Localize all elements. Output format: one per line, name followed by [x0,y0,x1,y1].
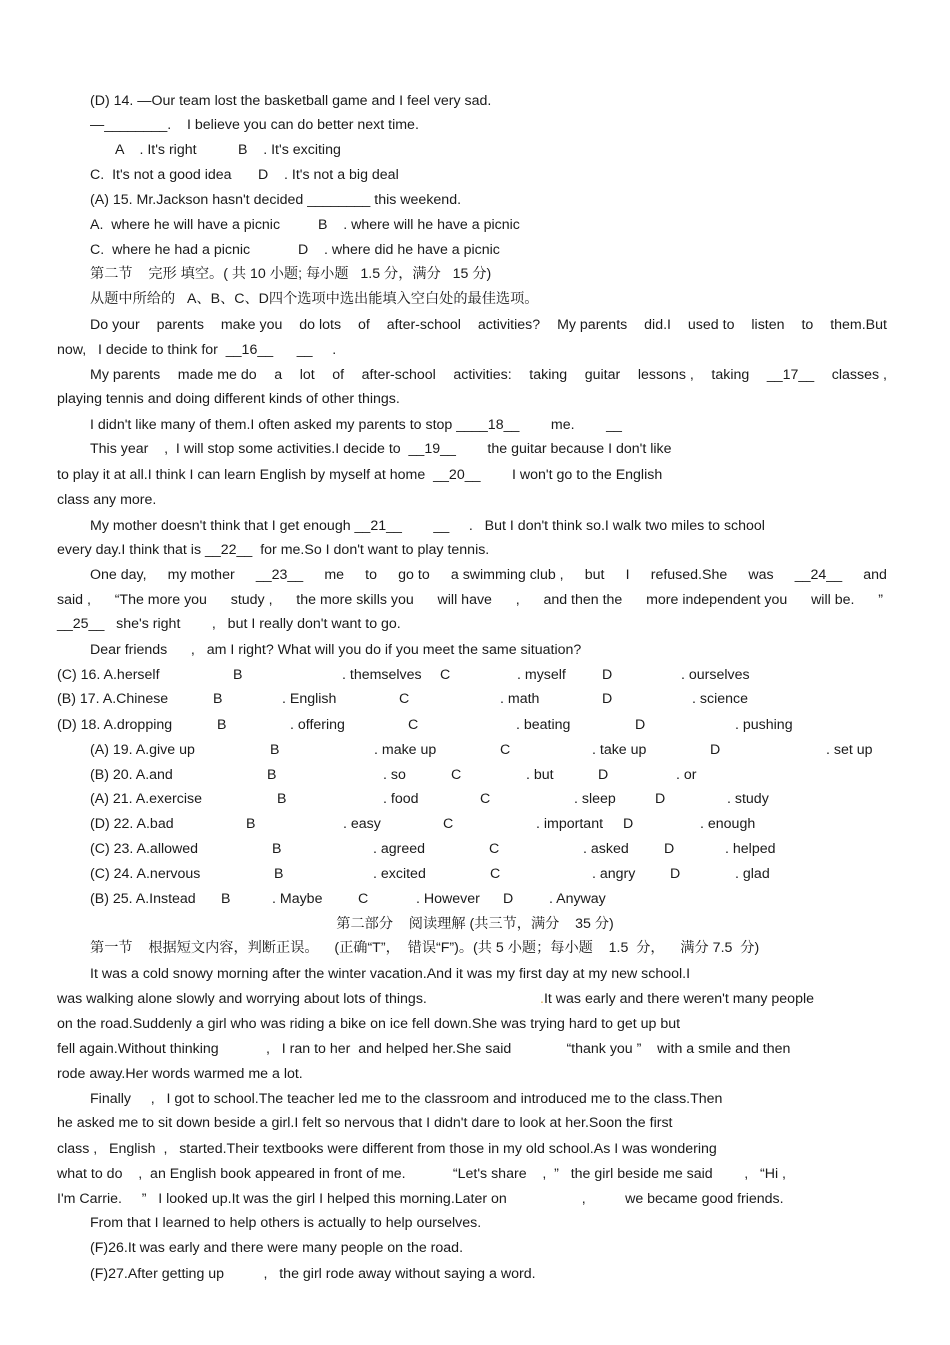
cloze-paragraph-5-line-1: My mother doesn't think that I get enough __21__ __ . But I don't think so.I walk two miles to school [90,518,765,534]
answer-row-25 [0,890,950,908]
word: me [324,567,345,583]
answer-option: C [440,667,451,683]
answer-stem: (B) 25. A.Instead [90,891,196,907]
word: make you [220,317,283,333]
word: but [584,567,605,583]
word: lot [299,367,315,383]
word: go to [398,567,430,583]
answer-option: . ourselves [681,667,750,683]
word: Do your [90,317,140,333]
answer-row-16 [0,666,950,684]
word: my mother [167,567,235,583]
answer-row-24 [0,865,950,883]
cloze-paragraph-6-line-3: __25__ she's right , but I really don't want to go. [57,616,401,632]
answer-option: . themselves [342,667,422,683]
answer-option: C [451,767,462,783]
word: taking [711,367,750,383]
reading-line: Finally , I got to school.The teacher led me to the classroom and introduced me to the class.Then [90,1091,723,1107]
cloze-paragraph-1-line-1 [90,316,887,334]
answer-row-18 [0,716,950,734]
word: refused.She [650,567,728,583]
answer-option: . important [536,816,604,832]
option-a: A . It's right [115,142,197,158]
section-2-instruction: 从题中所给的 A、B、C、D四个选项中选出能填入空白处的最佳选项。 [90,291,539,307]
option-d: D . where did he have a picnic [298,242,500,258]
reading-line: fell again.Without thinking , I ran to her and helped her.She said “thank you ” with a smile and then [57,1041,791,1057]
option-c: C. where he had a picnic [90,242,251,258]
question-26: (F)26.It was early and there were many people on the road. [90,1240,464,1256]
answer-option: C [500,742,511,758]
answer-option: . offering [290,717,345,733]
word: I [625,567,630,583]
answer-option: . or [676,767,697,783]
answer-option: D [602,667,613,683]
answer-option: . study [727,791,769,807]
answer-row-20 [0,766,950,784]
word: a swimming club , [450,567,564,583]
answer-option: . beating [516,717,571,733]
answer-option: C [489,841,500,857]
option-a: A. where he will have a picnic [90,217,281,233]
answer-option: . math [500,691,540,707]
question-15-stem: (A) 15. Mr.Jackson hasn't decided ________ this weekend. [90,192,462,208]
answer-option: C [480,791,491,807]
option-b: B . It's exciting [238,142,341,158]
answer-row-19 [0,741,950,759]
cloze-paragraph-4-line-3: class any more. [57,492,157,508]
cloze-paragraph-6-line-2 [57,591,883,609]
word: to [801,317,814,333]
answer-option: D [503,891,514,907]
question-14-options-row1 [0,141,950,159]
reading-line: I'm Carrie. ” I looked up.It was the girl I helped this morning.Later on , we became good friends. [57,1191,784,1207]
cloze-paragraph-2-line-1 [90,366,887,384]
answer-option: . Anyway [549,891,606,907]
word: the more skills you [296,592,414,608]
word: used to [687,317,735,333]
answer-option: D [623,816,634,832]
reading-line: It was a cold snowy morning after the winter vacation.And it was my first day at my new school.I [90,966,691,982]
answer-option: B [267,767,277,783]
answer-stem: (A) 21. A.exercise [90,791,202,807]
reading-line: on the road.Suddenly a girl who was riding a bike on ice fell down.She was trying hard to get up but [57,1016,681,1032]
answer-option: . easy [343,816,381,832]
question-27: (F)27.After getting up , the girl rode away without saying a word. [90,1266,536,1282]
answer-option: C [408,717,419,733]
option-b: B . where will he have a picnic [318,217,520,233]
reading-line [540,990,814,1008]
answer-option: . myself [517,667,566,683]
reading-line: rode away.Her words warmed me a lot. [57,1066,303,1082]
word: did.I [644,317,671,333]
answer-option: . angry [592,866,636,882]
answer-option: C [358,891,369,907]
answer-option: . but [526,767,554,783]
answer-option: D [602,691,613,707]
word: “The more you [114,592,207,608]
cloze-paragraph-5-line-2: every day.I think that is __22__ for me.So I don't want to play tennis. [57,542,490,558]
word: guitar [584,367,621,383]
question-15-options-row2 [0,241,950,259]
answer-option: B [213,691,223,707]
word: was [748,567,774,583]
option-c: C. It's not a good idea [90,167,232,183]
cloze-paragraph-6-line-1 [90,566,887,584]
answer-option: . sleep [574,791,616,807]
answer-option: D [710,742,721,758]
cloze-paragraph-7: Dear friends , am I right? What will you do if you meet the same situation? [90,642,582,658]
word: My parents [90,367,161,383]
question-15-options-row1 [0,216,950,234]
word: to [365,567,378,583]
cloze-paragraph-4-line-1: This year , I will stop some activities.I decide to __19__ the guitar because I don't like [90,441,672,457]
word: One day, [90,567,147,583]
answer-option: . However [416,891,480,907]
word: parents [156,317,204,333]
cloze-paragraph-4-line-2: to play it at all.I think I can learn English by myself at home __20__ I won't go to the English [57,467,663,483]
answer-stem: (D) 18. A.dropping [57,717,173,733]
part-2-title: 第二部分 阅读理解 (共三节，满分 35 分) [336,916,614,932]
word: do lots [299,317,342,333]
word: said , [57,592,91,608]
answer-option: . enough [700,816,756,832]
answer-option: . set up [826,742,873,758]
word: listen [751,317,785,333]
word: ” [878,592,883,608]
answer-option: . excited [373,866,426,882]
word: them.But [830,317,887,333]
word: will have [437,592,492,608]
answer-option: B [246,816,256,832]
word: and then the [543,592,623,608]
word: My parents [557,317,628,333]
question-14-options-row2 [0,166,950,184]
cloze-paragraph-1-line-2: now, I decide to think for __16__ __ . [57,342,337,358]
answer-option: D [635,717,646,733]
question-14-reply: —________. I believe you can do better next time. [90,117,419,133]
answer-option: B [221,891,231,907]
answer-option: B [270,742,280,758]
answer-option: B [217,717,227,733]
answer-option: C [443,816,454,832]
word: and [863,567,887,583]
answer-option: . make up [374,742,437,758]
answer-option: . food [383,791,419,807]
answer-option: . English [282,691,337,707]
answer-option: B [274,866,284,882]
answer-stem: (C) 16. A.herself [57,667,160,683]
word: of [358,317,370,333]
answer-stem: (B) 20. A.and [90,767,173,783]
dot-mark: . [540,991,544,1007]
answer-option: . so [383,767,406,783]
reading-line: class , English , started.Their textbooks were different from those in my old school.As I was wondering [57,1141,717,1157]
section-2-title: 第二节 完形 填空。( 共 10 小题; 每小题 1.5 分，满分 15 分) [90,266,492,282]
word: will be. [811,592,855,608]
word: after-school [386,317,461,333]
reading-line: he asked me to sit down beside a girl.I felt so nervous that I didn't dare to look at her.Soon the first [57,1115,673,1131]
answer-row-22 [0,815,950,833]
word: lessons , [637,367,694,383]
part-2-section-1-instruction: 第一节 根据短文内容，判断正误。 (正确“T”， 错误“F”)。(共 5 小题；每小题 1.5 分， 满分 7.5 分) [90,940,760,956]
reading-text: It was early and there weren't many people [543,991,815,1007]
answer-row-23 [0,840,950,858]
answer-stem: (C) 24. A.nervous [90,866,201,882]
answer-option: . glad [735,866,770,882]
answer-option: . helped [725,841,776,857]
answer-option: . Maybe [272,891,323,907]
word: taking [529,367,568,383]
word: activities: [453,367,512,383]
answer-option: D [655,791,666,807]
answer-option: D [670,866,681,882]
word: made me do [177,367,257,383]
answer-option: . agreed [373,841,426,857]
word: __23__ [255,567,304,583]
answer-option: B [233,667,243,683]
answer-stem: (B) 17. A.Chinese [57,691,169,707]
word: of [332,367,345,383]
answer-row-17 [0,690,950,708]
answer-option: C [399,691,410,707]
answer-option: . science [692,691,748,707]
answer-option: . pushing [735,717,793,733]
word: after-school [361,367,436,383]
word: __24__ [794,567,843,583]
word: classes , [831,367,887,383]
question-14-stem: (D) 14. —Our team lost the basketball game and I feel very sad. [90,93,492,109]
answer-option: B [277,791,287,807]
cloze-paragraph-3: I didn't like many of them.I often asked my parents to stop ____18__ me. __ [90,417,622,433]
word: , [515,592,520,608]
reading-line: what to do , an English book appeared in front of me. “Let's share , ” the girl beside me said , “Hi , [57,1166,786,1182]
answer-option: C [490,866,501,882]
word: a [274,367,283,383]
answer-stem: (C) 23. A.allowed [90,841,199,857]
answer-option: B [272,841,282,857]
answer-option: D [664,841,675,857]
answer-option: . asked [583,841,629,857]
answer-stem: (A) 19. A.give up [90,742,195,758]
cloze-paragraph-2-line-2: playing tennis and doing different kinds of other things. [57,391,400,407]
answer-stem: (D) 22. A.bad [90,816,174,832]
answer-option: . take up [592,742,647,758]
word: activities? [477,317,541,333]
reading-line: was walking alone slowly and worrying about lots of things. [57,991,427,1007]
word: more independent you [646,592,788,608]
answer-option: D [598,767,609,783]
answer-row-21 [0,790,950,808]
word: study , [230,592,273,608]
word: __17__ [766,367,815,383]
option-d: D . It's not a big deal [258,167,399,183]
reading-line: From that I learned to help others is actually to help ourselves. [90,1215,482,1231]
